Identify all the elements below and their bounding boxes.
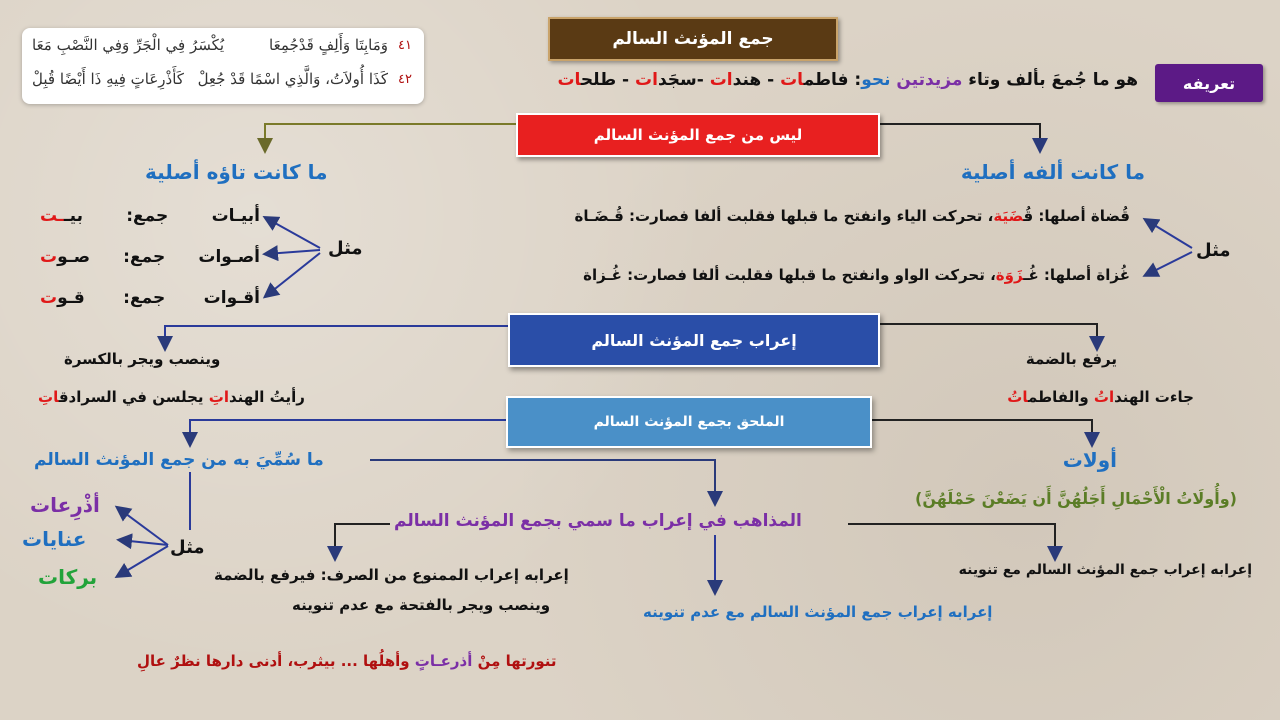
qudat-example bbox=[574, 207, 1130, 225]
irab-header: إعراب جمع المؤنث السالم bbox=[508, 313, 880, 367]
definition-part-11: ات bbox=[557, 70, 581, 90]
definition-part-4: : فاطم bbox=[803, 70, 862, 90]
definition-part-10: - طلح bbox=[580, 70, 636, 90]
abyat-row bbox=[40, 206, 260, 226]
school-option-mamnu-1: إعرابه إعراب الممنوع من الصرف: فيرفع بالضمة bbox=[214, 566, 569, 584]
named-example-adhriat: أذْرِعات bbox=[30, 493, 100, 517]
verse-line-2b: كَأَذْرِعَاتٍ فِيهِ ذَا أَيْضًا قُبِلْ bbox=[32, 70, 184, 88]
aswat-singular: صـوت bbox=[40, 247, 91, 267]
abyat-singular: بيــت bbox=[40, 206, 83, 226]
school-option-tanwin: إعرابه إعراب جمع المؤنث السالم مع تنوينه bbox=[958, 562, 1252, 578]
verse-line-2a: كَذَا أُولاَتُ، وَالَّذِي اسْمًا قَدْ جُعِلْ bbox=[197, 70, 388, 88]
definition-part-9: ات bbox=[635, 70, 658, 90]
mithal-right-label: مثل bbox=[1196, 240, 1231, 261]
mulhaq-header: الملحق بجمع المؤنث السالم bbox=[506, 396, 872, 448]
school-option-mamnu-2: وينصب ويجر بالفتحة مع عدم تنوينه bbox=[292, 596, 551, 614]
ta-asliya-title: ما كانت تاؤه أصلية bbox=[145, 160, 328, 184]
aqwat-jam: جمع: bbox=[123, 288, 166, 308]
definition-part-2: مزيدتين bbox=[896, 70, 963, 90]
qudat-part-2: ضَيَة bbox=[993, 207, 1024, 225]
ghuzat-part-3: ، تحركت الواو وانفتح ما قبلها فقلبت ألفا فصارت: غُـزاة bbox=[583, 266, 996, 284]
ghuzat-part-2: زَوَة bbox=[995, 266, 1024, 284]
definition-part-7: ات bbox=[709, 70, 733, 90]
definition-part-6: - هند bbox=[732, 70, 781, 90]
awlat-ayah: (وأُولَاتُ الْأَحْمَالِ أَجَلُهُنَّ أَن يَضَعْنَ حَمْلَهُنَّ) bbox=[915, 489, 1237, 508]
ghuzat-part-1: غُزاة أصلها: غُـ bbox=[1023, 266, 1130, 284]
ghuzat-example bbox=[583, 266, 1130, 284]
mithal-left-label: مثل bbox=[328, 238, 363, 259]
awlat-title: أولات bbox=[1062, 448, 1117, 472]
verse-box bbox=[22, 28, 424, 104]
aswat-row bbox=[40, 247, 260, 267]
abyat-plural: أبيـات bbox=[211, 206, 260, 226]
verse-line-1a: وَمَابِتَا وَأَلِفٍ قَدْجُمِعَا bbox=[269, 36, 388, 54]
irab-raf-example: جاءت الهنداتُ والفاطماتُ bbox=[1007, 388, 1194, 406]
aqwat-plural: أقـوات bbox=[203, 288, 260, 308]
aswat-jam: جمع: bbox=[123, 247, 166, 267]
named-mithal-label: مثل bbox=[170, 537, 205, 558]
definition-part-1: هو ما جُمعَ بألف وتاء bbox=[962, 70, 1138, 90]
aswat-plural: أصـوات bbox=[198, 247, 260, 267]
named-example-inayat: عنايات bbox=[22, 527, 87, 551]
not-section-header: ليس من جمع المؤنث السالم bbox=[516, 113, 880, 157]
poem-line: تنورتها مِنْ أذرعـاتٍ وأهلُها ... بيثرب، أدنى دارها نظرٌ عالِ bbox=[137, 652, 557, 670]
named-example-barakat: بركات bbox=[38, 565, 98, 589]
qudat-part-3: ، تحركت الياء وانفتح ما قبلها فقلبت ألفا فصارت: قُـضَـاة bbox=[574, 207, 994, 225]
definition-part-5: ات bbox=[780, 70, 804, 90]
definition-text bbox=[557, 70, 1138, 90]
school-option-no-tanwin: إعرابه إعراب جمع المؤنث السالم مع عدم تنوينه bbox=[643, 603, 993, 621]
verse-line-1b: يُكْسَرُ فِي الْجَرِّ وَفِي النَّصْبِ مَعَا bbox=[32, 36, 225, 54]
aqwat-row bbox=[40, 288, 260, 308]
irab-nasb-example: رأيتُ الهنداتِ يجلسن في السرادقاتِ bbox=[38, 388, 305, 406]
irab-nasb-rule: وينصب ويجر بالكسرة bbox=[64, 350, 221, 368]
definition-label: تعريفه bbox=[1155, 64, 1263, 102]
verse-number-42: ٤٢ bbox=[398, 72, 412, 87]
abyat-jam: جمع: bbox=[126, 206, 169, 226]
definition-part-3: نحو bbox=[861, 70, 897, 90]
schools-title: المذاهب في إعراب ما سمي بجمع المؤنث السالم bbox=[394, 511, 802, 531]
aqwat-singular: قـوت bbox=[40, 288, 85, 308]
irab-raf-rule: يرفع بالضمة bbox=[1025, 350, 1117, 368]
definition-part-8: -سجَد bbox=[657, 70, 710, 90]
alif-asliya-title: ما كانت ألفه أصلية bbox=[960, 160, 1145, 184]
named-title: ما سُمِّيَ به من جمع المؤنث السالم bbox=[34, 450, 324, 470]
verse-number-41: ٤١ bbox=[398, 38, 412, 53]
page-title: جمع المؤنث السالم bbox=[548, 17, 838, 61]
qudat-part-1: قُضاة أصلها: قُ bbox=[1023, 207, 1130, 225]
